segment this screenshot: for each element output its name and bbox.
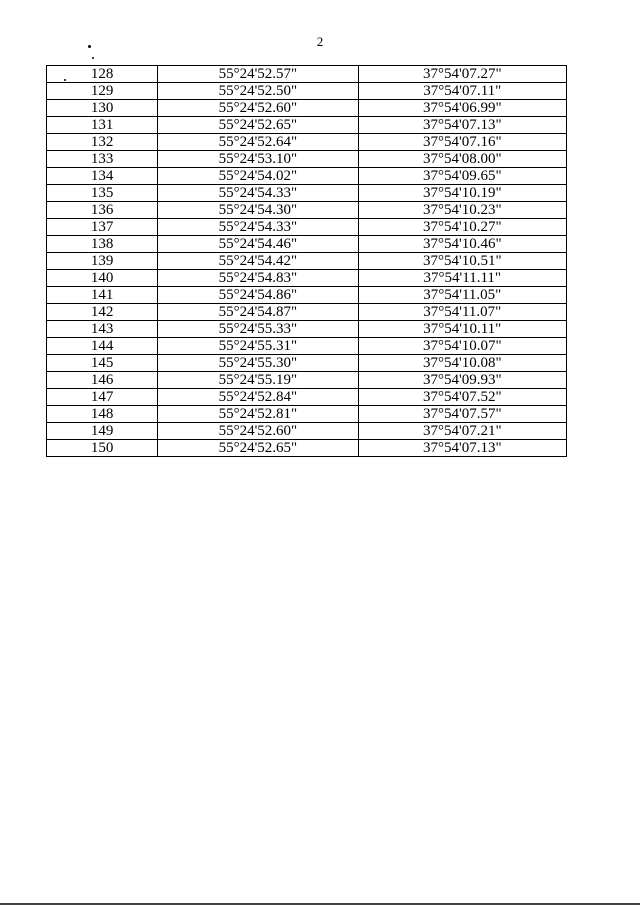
latitude-cell: 55°24'54.30": [158, 202, 358, 219]
scan-speck: [92, 57, 94, 59]
longitude-cell: 37°54'07.57": [358, 406, 566, 423]
point-number-cell: 130: [47, 100, 158, 117]
latitude-cell: 55°24'54.87": [158, 304, 358, 321]
longitude-cell: 37°54'10.08": [358, 355, 566, 372]
point-number-cell: 132: [47, 134, 158, 151]
longitude-cell: 37°54'10.23": [358, 202, 566, 219]
point-number-cell: 140: [47, 270, 158, 287]
coordinates-table-body: [47, 66, 567, 457]
longitude-cell: 37°54'07.16": [358, 134, 566, 151]
table-row: [47, 253, 567, 270]
latitude-cell: 55°24'52.50": [158, 83, 358, 100]
longitude-cell: 37°54'11.05": [358, 287, 566, 304]
table-row: [47, 406, 567, 423]
table-row: [47, 168, 567, 185]
table-row: [47, 66, 567, 83]
point-number-cell: 128: [47, 66, 158, 83]
latitude-cell: 55°24'53.10": [158, 151, 358, 168]
table-row: [47, 219, 567, 236]
table-row: [47, 423, 567, 440]
latitude-cell: 55°24'55.33": [158, 321, 358, 338]
latitude-cell: 55°24'52.65": [158, 117, 358, 134]
longitude-cell: 37°54'10.27": [358, 219, 566, 236]
longitude-cell: 37°54'07.13": [358, 117, 566, 134]
page-number: 2: [316, 34, 324, 49]
table-row: [47, 372, 567, 389]
longitude-cell: 37°54'10.51": [358, 253, 566, 270]
point-number-cell: 141: [47, 287, 158, 304]
point-number-cell: 143: [47, 321, 158, 338]
longitude-cell: 37°54'11.11": [358, 270, 566, 287]
latitude-cell: 55°24'55.30": [158, 355, 358, 372]
table-row: [47, 287, 567, 304]
longitude-cell: 37°54'07.21": [358, 423, 566, 440]
point-number-cell: 137: [47, 219, 158, 236]
table-row: [47, 151, 567, 168]
longitude-cell: 37°54'08.00": [358, 151, 566, 168]
table-row: [47, 338, 567, 355]
latitude-cell: 55°24'55.19": [158, 372, 358, 389]
point-number-cell: 150: [47, 440, 158, 457]
latitude-cell: 55°24'52.81": [158, 406, 358, 423]
table-row: [47, 83, 567, 100]
latitude-cell: 55°24'54.33": [158, 219, 358, 236]
longitude-cell: 37°54'10.46": [358, 236, 566, 253]
point-number-cell: 146: [47, 372, 158, 389]
point-number-cell: 148: [47, 406, 158, 423]
point-number-cell: 144: [47, 338, 158, 355]
scan-speck: [88, 45, 91, 48]
point-number-cell: 145: [47, 355, 158, 372]
latitude-cell: 55°24'54.42": [158, 253, 358, 270]
latitude-cell: 55°24'52.65": [158, 440, 358, 457]
table-row: [47, 185, 567, 202]
point-number-cell: 142: [47, 304, 158, 321]
point-number-cell: 129: [47, 83, 158, 100]
point-number-cell: 139: [47, 253, 158, 270]
point-number-cell: 135: [47, 185, 158, 202]
point-number-cell: 149: [47, 423, 158, 440]
table-row: [47, 304, 567, 321]
longitude-cell: 37°54'10.11": [358, 321, 566, 338]
point-number-cell: 131: [47, 117, 158, 134]
table-row: [47, 236, 567, 253]
longitude-cell: 37°54'10.19": [358, 185, 566, 202]
longitude-cell: 37°54'07.52": [358, 389, 566, 406]
point-number-cell: 138: [47, 236, 158, 253]
latitude-cell: 55°24'52.84": [158, 389, 358, 406]
latitude-cell: 55°24'54.86": [158, 287, 358, 304]
longitude-cell: 37°54'07.27": [358, 66, 566, 83]
latitude-cell: 55°24'54.83": [158, 270, 358, 287]
coordinates-table: [46, 65, 567, 457]
longitude-cell: 37°54'11.07": [358, 304, 566, 321]
latitude-cell: 55°24'52.64": [158, 134, 358, 151]
longitude-cell: 37°54'10.07": [358, 338, 566, 355]
table-row: [47, 100, 567, 117]
latitude-cell: 55°24'52.57": [158, 66, 358, 83]
point-number-cell: 147: [47, 389, 158, 406]
table-row: [47, 321, 567, 338]
longitude-cell: 37°54'09.93": [358, 372, 566, 389]
point-number-cell: 134: [47, 168, 158, 185]
latitude-cell: 55°24'54.46": [158, 236, 358, 253]
table-row: [47, 389, 567, 406]
latitude-cell: 55°24'54.33": [158, 185, 358, 202]
longitude-cell: 37°54'07.11": [358, 83, 566, 100]
table-row: [47, 355, 567, 372]
table-row: [47, 117, 567, 134]
point-number-cell: 136: [47, 202, 158, 219]
latitude-cell: 55°24'55.31": [158, 338, 358, 355]
latitude-cell: 55°24'52.60": [158, 100, 358, 117]
longitude-cell: 37°54'09.65": [358, 168, 566, 185]
table-row: [47, 202, 567, 219]
longitude-cell: 37°54'06.99": [358, 100, 566, 117]
point-number-cell: 133: [47, 151, 158, 168]
table-row: [47, 270, 567, 287]
table-row: [47, 440, 567, 457]
latitude-cell: 55°24'52.60": [158, 423, 358, 440]
latitude-cell: 55°24'54.02": [158, 168, 358, 185]
table-row: [47, 134, 567, 151]
longitude-cell: 37°54'07.13": [358, 440, 566, 457]
